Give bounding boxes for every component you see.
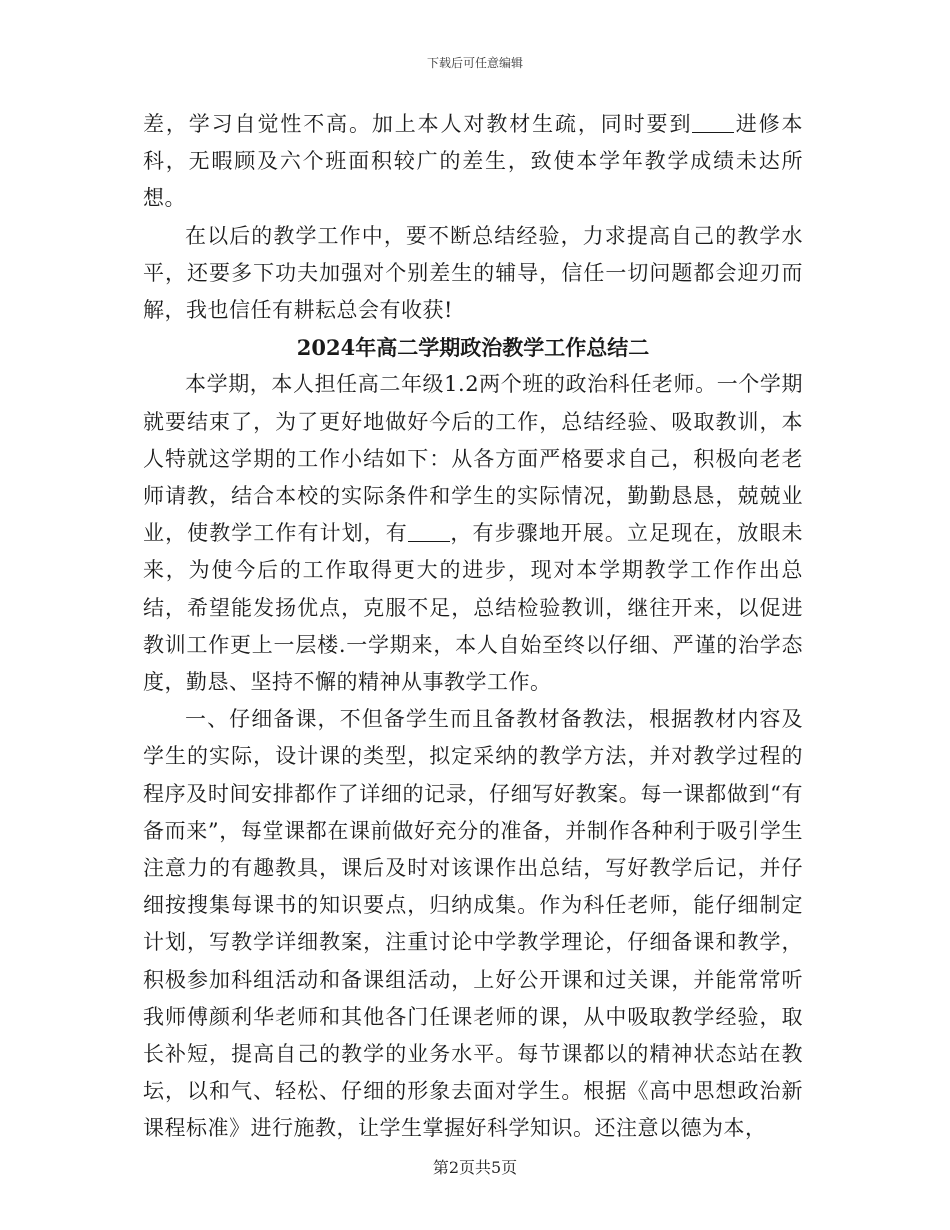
fill-in-blank <box>692 111 734 133</box>
section-title: 2024年高二学期政治教学工作总结二 <box>296 335 650 361</box>
document-body <box>143 106 803 1148</box>
page-number: 第2页共5页 <box>432 1158 518 1177</box>
paragraph <box>143 106 803 218</box>
paragraph <box>143 366 803 701</box>
fill-in-blank <box>408 520 450 542</box>
paragraph: 在以后的教学工作中，要不断总结经验，力求提高自己的教学水平，还要多下功夫加强对个别差生的辅导，信任一切问题都会迎刃而解，我也信任有耕耘总会有收获! <box>143 223 803 323</box>
page-header: 下载后可任意编辑 <box>426 56 523 70</box>
paragraph-text: 进修本科，无暇顾及六个班面积较广的差生，致使本学年教学成绩未达所想。 <box>143 112 804 211</box>
paragraph: 一、仔细备课，不但备学生而且备教材备教法，根据教材内容及学生的实际，设计课的类型，拟定采纳的教学方法，并对教学过程的程序及时间安排都作了详细的记录，仔细写好教案。每一课都做到“有备而来”，每堂课都在课前做好充分的准备，并制作各种利于吸引学生注意力的有趣教具，课后及时对该课作出总结，写好教学后记，并仔细按搜集每课书的知识要点，归纳成集。作为科任老师，能仔细制定计划，写教学详细教案，注重讨论中学教学理论，仔细备课和教学，积极参加科组活动和备课组活动，上好公开课和过关课，并能常常听我师傅颜利华老师和其他各门任课老师的课，从中吸取教学经验，取长补短，提高自己的教学的业务水平。每节课都以的精神状态站在教坛，以和气、轻松、仔细的形象去面对学生。根据《高中思想政治新课程标准》进行施教，让学生掌握好科学知识。还注意以德为本， <box>143 707 803 1141</box>
paragraph-text: ，有步骤地开展。立足现在，放眼未来，为使今后的工作取得更大的进步，现对本学期教学工作作出总结，希望能发扬优点，克服不足，总结检验教训，继往开来，以促进教训工作更上一层楼.一学期来，本人自始至终以仔细、严谨的治学态度，勤恳、坚持不懈的精神从事教学工作。 <box>143 521 804 695</box>
paragraph-text: 本学期，本人担任高二年级1.2两个班的政治科任老师。一个学期就要结束了，为了更好地做好今后的工作，总结经验、吸取教训，本人特就这学期的工作小结如下：从各方面严格要求自己，积极向老老师请教，结合本校的实际条件和学生的实际情况，勤勤恳恳，兢兢业业，使教学工作有计划，有 <box>143 372 803 546</box>
paragraph-text: 差，学习自觉性不高。加上本人对教材生疏，同时要到 <box>143 112 693 136</box>
